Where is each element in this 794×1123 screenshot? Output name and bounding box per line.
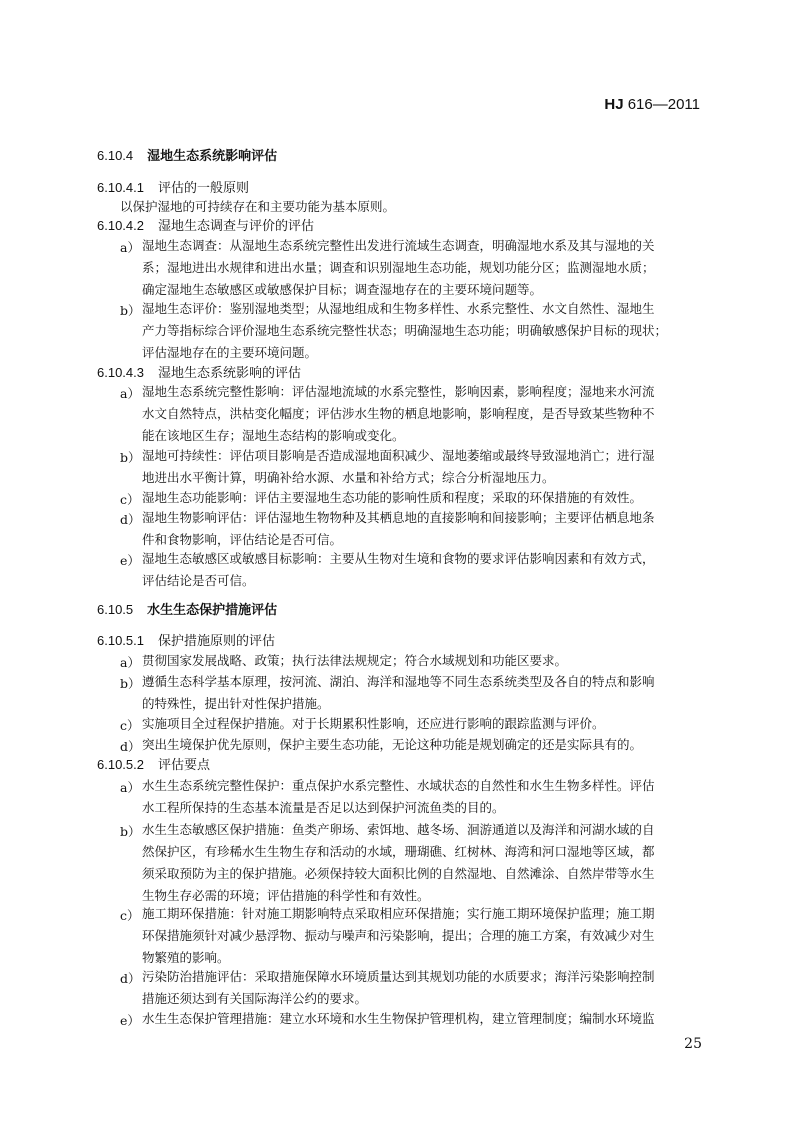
list-item-line: 系；湿地进出水规律和进出水量；调查和识别湿地生态功能，规划功能分区；监测湿地水质；	[142, 260, 655, 275]
list-marker: a）	[120, 386, 140, 401]
list-marker: a）	[120, 240, 140, 255]
list-item-line: 湿地生态功能影响：评估主要湿地生态功能的影响性质和程度；采取的环保措施的有效性。	[142, 490, 643, 505]
list-item-line: 实施项目全过程保护措施。对于长期累积性影响，还应进行影响的跟踪监测与评价。	[142, 716, 605, 731]
list-marker: e）	[120, 553, 140, 568]
list-marker: b）	[120, 303, 141, 318]
section-title: 保护措施原则的评估	[158, 633, 276, 648]
list-marker: d）	[120, 739, 141, 754]
section-number: 6.10.5	[97, 602, 134, 617]
list-marker: a）	[120, 655, 140, 670]
list-item-line: 生物生存必需的环境；评估措施的科学性和有效性。	[142, 888, 430, 903]
list-item-line: 须采取预防为主的保护措施。必须保持较大面积比例的自然湿地、自然滩涂、自然岸带等水生	[142, 866, 655, 881]
list-item-line: 水生生态保护管理措施：建立水环境和水生生物保护管理机构，建立管理制度；编制水环境监	[142, 1011, 655, 1026]
standard-number-year: 616—2011	[623, 96, 700, 113]
standard-number	[604, 96, 700, 113]
list-item-line: 施工期环保措施：针对施工期影响特点采取相应环保措施；实行施工期环境保护监理；施工期	[142, 906, 655, 921]
list-marker: e）	[120, 1013, 140, 1028]
list-item-line: 湿地生态调查：从湿地生态系统完整性出发进行流域生态调查，明确湿地水系及其与湿地的关	[142, 238, 655, 253]
list-item-line: 水工程所保持的生态基本流量是否足以达到保护河流鱼类的目的。	[142, 800, 505, 815]
list-item-line: 水文自然特点，洪枯变化幅度；评估涉水生物的栖息地影响，影响程度，是否导致某些物种不	[142, 406, 655, 421]
list-marker: d）	[120, 971, 141, 986]
list-item-line: 能在该地区生存；湿地生态结构的影响或变化。	[142, 428, 405, 443]
section-title: 湿地生态调查与评价的评估	[158, 218, 315, 233]
list-marker: b）	[120, 676, 141, 691]
section-title: 水生生态保护措施评估	[147, 602, 278, 617]
list-item-line: 湿地生态评价：鉴别湿地类型；从湿地组成和生物多样性、水系完整性、水文自然性、湿地生	[142, 301, 655, 316]
list-marker: a）	[120, 780, 140, 795]
list-item-line: 污染防治措施评估：采取措施保障水环境质量达到其规划功能的水质要求；海洋污染影响控制	[142, 969, 655, 984]
list-item-line: 突出生境保护优先原则，保护主要生态功能，无论这种功能是规划确定的还是实际具有的。	[142, 737, 643, 752]
page-number: 25	[684, 1036, 702, 1052]
section-heading	[97, 757, 210, 773]
section-heading	[97, 148, 277, 164]
section-heading	[97, 365, 301, 381]
list-item-line: 贯彻国家发展战略、政策；执行法律法规规定；符合水域规划和功能区要求。	[142, 653, 568, 668]
list-item-line: 环保措施须针对减少悬浮物、振动与噪声和污染影响，提出；合理的施工方案，有效减少对生	[142, 928, 655, 943]
list-item-line: 水生生态系统完整性保护：重点保护水系完整性、水域状态的自然性和水生生物多样性。评估	[142, 778, 655, 793]
list-item-line: 湿地生态敏感区或敏感目标影响：主要从生物对生境和食物的要求评估影响因素和有效方式，	[142, 551, 655, 566]
section-heading	[97, 180, 249, 196]
list-marker: d）	[120, 512, 141, 527]
list-item-line: 地进出水平衡计算，明确补给水源、水量和补给方式；综合分析湿地压力。	[142, 470, 555, 485]
list-marker: c）	[120, 718, 140, 733]
standard-code: HJ	[604, 96, 624, 113]
list-item-line: 物繁殖的影响。	[142, 950, 230, 965]
list-item-line: 湿地可持续性：评估项目影响是否造成湿地面积减少、湿地萎缩或最终导致湿地消亡；进行湿	[142, 448, 655, 463]
list-item-line: 措施还须达到有关国际海洋公约的要求。	[142, 991, 368, 1006]
section-title: 评估的一般原则	[158, 180, 250, 195]
list-item-line: 件和食物影响，评估结论是否可信。	[142, 532, 343, 547]
section-title: 湿地生态系统影响的评估	[158, 365, 302, 380]
section-number: 6.10.4.2	[97, 218, 144, 233]
list-item-line: 评估结论是否可信。	[142, 573, 255, 588]
list-marker: b）	[120, 824, 141, 839]
list-marker: c）	[120, 492, 140, 507]
section-number: 6.10.4.3	[97, 365, 144, 380]
section-title: 评估要点	[158, 757, 211, 772]
section-heading	[97, 633, 275, 649]
section-title: 湿地生态系统影响评估	[147, 148, 278, 163]
list-marker: b）	[120, 450, 141, 465]
list-item-line: 湿地生态系统完整性影响：评估湿地流域的水系完整性，影响因素，影响程度；湿地来水河流	[142, 384, 655, 399]
section-number: 6.10.5.1	[97, 633, 144, 648]
list-item-line: 然保护区，有珍稀水生生物生存和活动的水域，珊瑚礁、红树林、海湾和河口湿地等区域，都	[142, 844, 655, 859]
list-item-line: 确定湿地生态敏感区或敏感保护目标；调查湿地存在的主要环境问题等。	[142, 282, 543, 297]
list-item-line: 产力等指标综合评价湿地生态系统完整性状态；明确湿地生态功能；明确敏感保护目标的现状；	[142, 323, 668, 338]
section-number: 6.10.4	[97, 148, 134, 163]
section-number: 6.10.5.2	[97, 757, 144, 772]
paragraph: 以保护湿地的可持续存在和主要功能为基本原则。	[120, 199, 396, 214]
section-number: 6.10.4.1	[97, 180, 144, 195]
list-item-line: 评估湿地存在的主要环境问题。	[142, 345, 318, 360]
section-heading	[97, 602, 277, 618]
section-heading	[97, 218, 314, 234]
list-marker: c）	[120, 908, 140, 923]
list-item-line: 湿地生物影响评估：评估湿地生物物种及其栖息地的直接影响和间接影响；主要评估栖息地条	[142, 510, 655, 525]
list-item-line: 的特殊性，提出针对性保护措施。	[142, 696, 330, 711]
list-item-line: 水生生态敏感区保护措施：鱼类产卵场、索饵地、越冬场、洄游通道以及海洋和河湖水域的自	[142, 822, 655, 837]
list-item-line: 遵循生态科学基本原理，按河流、湖泊、海洋和湿地等不同生态系统类型及各自的特点和影响	[142, 674, 655, 689]
